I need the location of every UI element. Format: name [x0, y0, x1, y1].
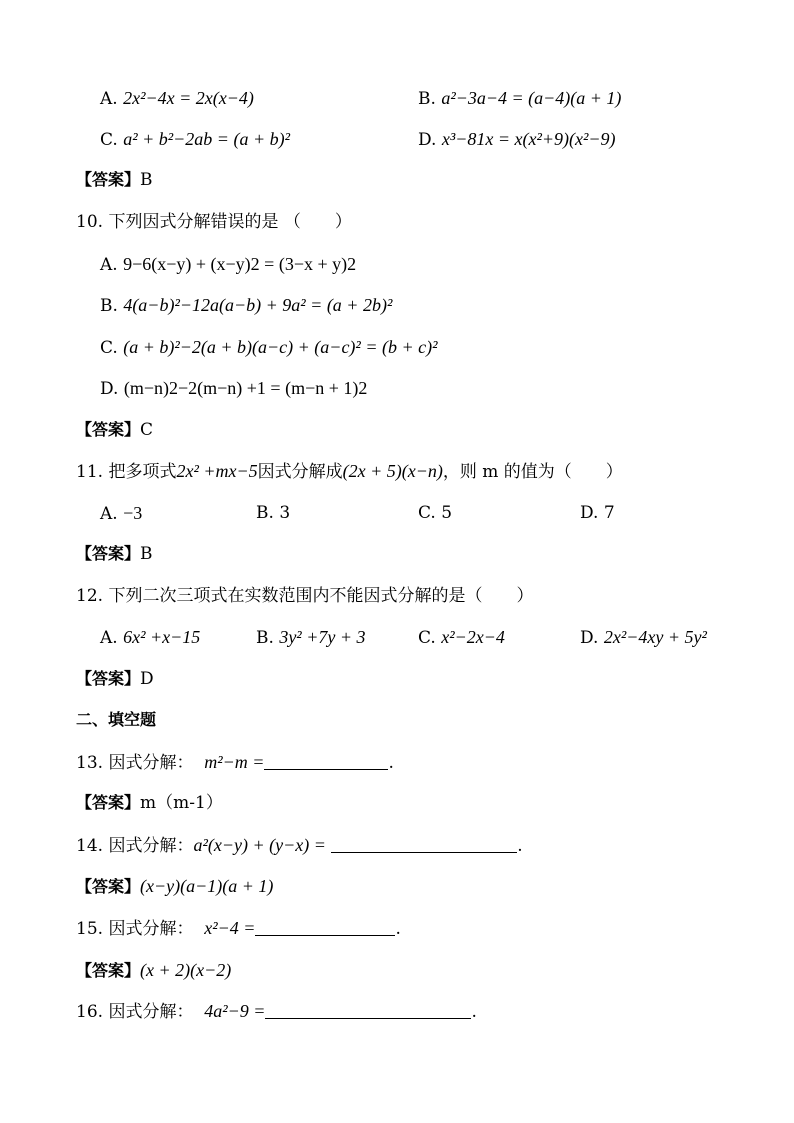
- q16-stem: 16. 因式分解： 4a²−9 = .: [76, 1001, 477, 1022]
- q10-option-b: B. 4(a−b)²−12a(a−b) + 9a² = (a + 2b)²: [100, 295, 393, 316]
- answer-blank: [331, 835, 517, 853]
- q12-option-c: C. x²−2x−4: [418, 627, 505, 648]
- q10-option-c: C. (a + b)²−2(a + b)(a−c) + (a−c)² = (b + c)²: [100, 337, 438, 358]
- answer-10: 【答案】C: [76, 420, 154, 440]
- q10-stem: 10. 下列因式分解错误的是 （ ）: [76, 212, 352, 232]
- q14-stem: 14. 因式分解：a²(x−y) + (y−x) = .: [76, 835, 523, 856]
- q11-stem: 11. 把多项式2x² +mx−5因式分解成(2x + 5)(x−n)，则 m 的值为（ ）: [76, 461, 623, 482]
- answer-blank: [255, 918, 395, 936]
- q15-stem: 15. 因式分解： x²−4 = .: [76, 918, 401, 939]
- q12-option-b: B. 3y² +7y + 3: [256, 627, 366, 648]
- q12-option-a: A. 6x² +x−15: [100, 627, 201, 648]
- q9-option-a: A. 2x²−4x = 2x(x−4): [100, 88, 254, 109]
- answer-blank: [265, 1001, 471, 1019]
- q10-option-a: A. 9−6(x−y) + (x−y)2 = (3−x + y)2: [100, 254, 357, 275]
- answer-blank: [264, 752, 388, 770]
- answer-12: 【答案】D: [76, 669, 154, 689]
- q11-option-c: C. 5: [418, 503, 453, 523]
- q12-stem: 12. 下列二次三项式在实数范围内不能因式分解的是（ ）: [76, 586, 534, 606]
- answer-11: 【答案】B: [76, 544, 153, 564]
- answer-9: 【答案】B: [76, 170, 153, 190]
- answer-15: 【答案】(x + 2)(x−2): [76, 960, 232, 980]
- q9-option-d: D. x³−81x = x(x²+9)(x²−9): [418, 129, 616, 150]
- q9-option-b: B. a²−3a−4 = (a−4)(a + 1): [418, 88, 622, 109]
- q9-option-c: C. a² + b²−2ab = (a + b)²: [100, 129, 290, 150]
- q11-option-d: D. 7: [580, 503, 615, 523]
- answer-13: 【答案】m（m-1）: [76, 793, 223, 813]
- q10-option-d: D. (m−n)2−2(m−n) +1 = (m−n + 1)2: [100, 378, 368, 399]
- section-heading: 二、填空题: [76, 710, 157, 729]
- q11-option-b: B. 3: [256, 503, 291, 523]
- answer-14: 【答案】(x−y)(a−1)(a + 1): [76, 876, 274, 896]
- q13-stem: 13. 因式分解： m²−m = .: [76, 752, 394, 773]
- q12-option-d: D. 2x²−4xy + 5y²: [580, 627, 707, 648]
- q11-option-a: A. −3: [100, 503, 143, 524]
